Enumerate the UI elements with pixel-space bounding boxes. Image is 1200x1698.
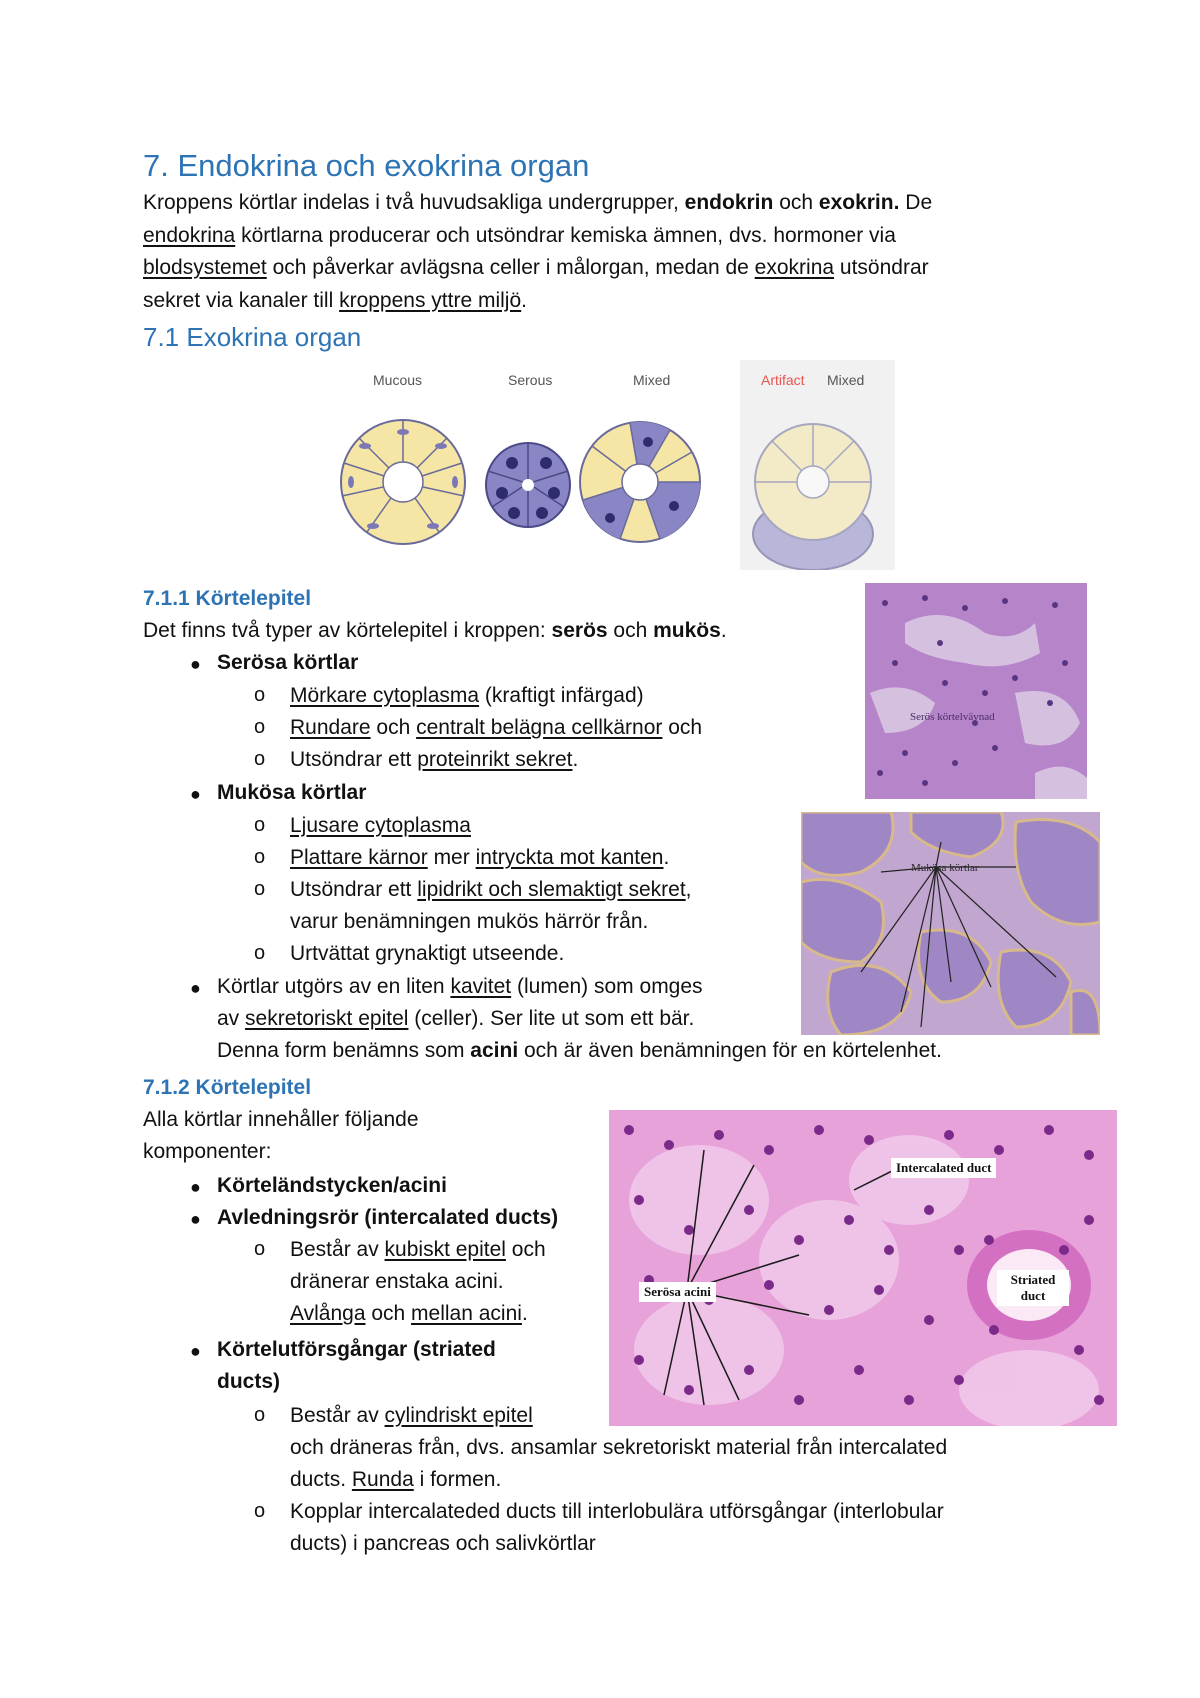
section-heading-7-1: 7.1 Exokrina organ — [143, 322, 362, 352]
figure-label-mixed-2: Mixed — [827, 372, 865, 388]
intercalated-item-1: Består av kubiskt epitel och — [290, 1238, 546, 1261]
bullet-striated-ducts: Körtelutförsgångar (striated — [217, 1338, 496, 1361]
bullet-dot: ● — [190, 784, 201, 804]
intercalated-item-1-cont: dränerar enstaka acini. — [290, 1270, 504, 1293]
acini-ducts-image — [609, 1110, 1117, 1426]
sub-bullet-marker: o — [254, 684, 266, 706]
striated-item-1: Består av cylindriskt epitel — [290, 1404, 533, 1427]
serous-item-2: Rundare och centralt belägna cellkärnor och — [290, 716, 703, 739]
sub-bullet-marker: o — [254, 1500, 266, 1522]
figure-label-serous: Serous — [508, 372, 553, 388]
striated-duct-label: Striated duct — [997, 1270, 1069, 1306]
serous-item-1: Mörkare cytoplasma (kraftigt infärgad) — [290, 684, 644, 707]
artifact-acinus — [753, 424, 873, 570]
mucous-item-4: Urtvättat grynaktigt utseende. — [290, 942, 565, 965]
figure-label-artifact: Artifact — [761, 372, 805, 388]
serous-acini-label: Serösa acini — [639, 1282, 716, 1302]
striated-item-2: Kopplar intercalateded ducts till interlobulära utförsgångar (interlobular — [290, 1500, 944, 1523]
serous-acinus — [486, 443, 570, 527]
acini-diagram-svg — [335, 390, 895, 570]
mucous-item-3-cont: varur benämningen mukös härrör från. — [290, 910, 649, 933]
intercalated-duct-label: Intercalated duct — [891, 1158, 996, 1178]
mucous-item-3: Utsöndrar ett lipidrikt och slemaktigt sekret, — [290, 878, 692, 901]
intro-line-4: sekret via kanaler till kroppens yttre miljö. — [143, 288, 527, 312]
intro-line-1: Kroppens körtlar indelas i två huvudsakliga undergrupper, endokrin och exokrin. De — [143, 191, 933, 214]
sub-bullet-marker: o — [254, 748, 266, 770]
sec712-intro-2: komponenter: — [143, 1140, 272, 1163]
sub-bullet-marker: o — [254, 942, 266, 964]
striated-item-1-cont: och dräneras från, dvs. ansamlar sekretoriskt material från intercalated — [290, 1436, 948, 1459]
bullet-dot: ● — [190, 1209, 201, 1229]
page-title: 7. Endokrina och exokrina organ — [143, 148, 590, 183]
intro-paragraph — [143, 187, 1083, 317]
section-heading-7-1-1: 7.1.1 Körtelepitel — [143, 587, 312, 610]
figure-label-mixed: Mixed — [633, 372, 671, 388]
mucous-tissue-svg — [801, 812, 1100, 1035]
striated-item-1-cont2: ducts. Runda i formen. — [290, 1468, 502, 1491]
bullet-dot: ● — [190, 654, 201, 674]
acini-ducts-svg — [609, 1110, 1117, 1426]
sub-bullet-marker: o — [254, 1404, 266, 1426]
sec711-intro: Det finns två typer av körtelepitel i kroppen: serös och mukös. — [143, 619, 727, 642]
bullet-acini-endpieces: Körteländstycken/acini — [217, 1174, 447, 1197]
bullet-serous-glands: Serösa körtlar — [217, 651, 359, 674]
bullet-dot: ● — [190, 978, 201, 998]
bullet-striated-ducts-cont: ducts) — [217, 1370, 280, 1393]
sub-bullet-marker: o — [254, 846, 266, 868]
bullet-acini-1: Körtlar utgörs av en liten kavitet (lumen) som omges — [217, 975, 703, 998]
serous-item-3: Utsöndrar ett proteinrikt sekret. — [290, 748, 579, 771]
bullet-acini-2: av sekretoriskt epitel (celler). Ser lite ut som ett bär. — [217, 1007, 695, 1030]
bullet-acini-3: Denna form benämns som acini och är även benämningen för en körtelenhet. — [217, 1039, 942, 1062]
intercalated-item-1-cont2: Avlånga och mellan acini. — [290, 1302, 528, 1325]
sub-bullet-marker: o — [254, 716, 266, 738]
bullet-dot: ● — [190, 1341, 201, 1361]
serous-tissue-image — [865, 583, 1087, 799]
mucous-image-label: Mukösa körtlar — [911, 862, 979, 874]
striated-item-2-cont: ducts) i pancreas och salivkörtlar — [290, 1532, 596, 1555]
sub-bullet-marker: o — [254, 814, 266, 836]
sub-bullet-marker: o — [254, 1238, 266, 1260]
figure-label-mucous: Mucous — [373, 372, 423, 388]
mucous-tissue-image — [801, 812, 1100, 1035]
mucous-acinus — [341, 420, 465, 544]
mucous-item-2: Plattare kärnor mer intryckta mot kanten. — [290, 846, 670, 869]
mucous-item-1: Ljusare cytoplasma — [290, 814, 471, 837]
mixed-acinus — [580, 422, 700, 542]
serous-image-label: Serös körtelvävnad — [910, 711, 995, 723]
section-heading-7-1-2: 7.1.2 Körtelepitel — [143, 1076, 312, 1099]
bullet-dot: ● — [190, 1177, 201, 1197]
intro-line-2: endokrina körtlarna producerar och utsöndrar kemiska ämnen, dvs. hormoner via — [143, 223, 896, 247]
sub-bullet-marker: o — [254, 878, 266, 900]
serous-tissue-svg — [865, 583, 1087, 799]
bullet-intercalated-ducts: Avledningsrör (intercalated ducts) — [217, 1206, 559, 1229]
bullet-mucous-glands: Mukösa körtlar — [217, 781, 367, 804]
acini-types-figure — [335, 360, 895, 570]
intro-line-3: blodsystemet och påverkar avlägsna celler i målorgan, medan de exokrina utsöndrar — [143, 256, 929, 279]
sec712-intro-1: Alla körtlar innehåller följande — [143, 1108, 419, 1131]
